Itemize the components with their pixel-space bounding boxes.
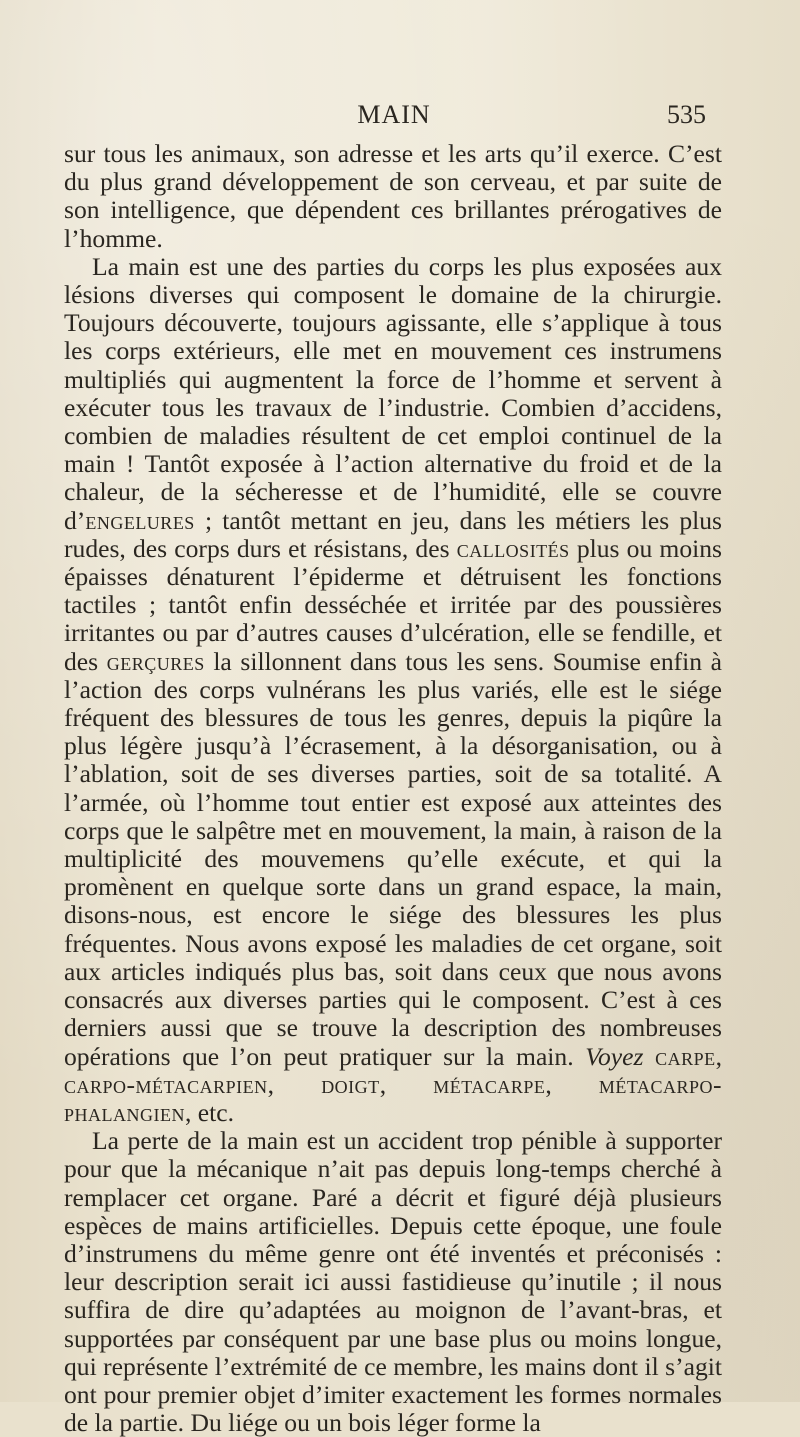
ref-doigt: doigt: [321, 1069, 380, 1099]
text-run: La main est une des parties du corps les plus exposées aux lésions diverses qui composent le domaine de la chirurgie. Toujours découverte, toujours agissante, elle s’applique à tous les corps extérieurs, elle met en mouvement ces instrumens multipliés qui augmentent la force de l’homme et servent à exécuter tous les travaux de l’industrie. Combien d’accidens, combien de maladies résultent de cet emploi continuel de la main ! Tantôt exposée à l’action alternative du froid et de la chaleur, de la sécheresse et de l’humidité, elle se couvre d’: [64, 251, 722, 535]
page-number: 535: [667, 100, 706, 129]
voyez-italic: Voyez: [585, 1041, 644, 1071]
text-run: ,: [379, 1069, 434, 1099]
page-header: [64, 100, 724, 140]
text-run: ,: [267, 1069, 322, 1099]
text-run: la sillonnent dans tous les sens. Soumise enfin à l’action des corps vulnérans les plus variés, elle est le siége fréquent des blessures de tous les genres, depuis la piqûre la plus légère jusqu’à l’écrasement, à la désorganisation, ou à l’ablation, soit de ses diverses parties, soit de sa totalité. A l’armée, où l’homme tout entier est exposé aux atteintes des corps que le salpêtre met en mouvement, la main, à raison de la multiplicité des mouvemens qu’elle exécute, et qui la promènent en quelque sorte dans un grand espace, la main, disons-nous, est encore le siége des blessures les plus fréquentes. Nous avons exposé les maladies de cet organe, soit aux articles indiqués plus bas, soit dans ceux que nous avons consacrés aux diverses parties qui le composent. C’est à ces derniers aussi que se trouve la description des nombreuses opérations que l’on peut pratiquer sur la main.: [64, 646, 722, 1071]
ref-carpe: carpe: [655, 1041, 716, 1071]
paragraph-2: [64, 253, 722, 1127]
term-gercures: gerçures: [106, 646, 205, 676]
body-text: [64, 140, 722, 1437]
term-engelures: engelures: [85, 505, 195, 535]
text-run: ,: [715, 1041, 723, 1071]
ref-metacarpo-phalangien: métacarpo-phalangien: [64, 1069, 723, 1127]
text-run: , etc.: [185, 1097, 235, 1127]
text-run: plus ou moins épaisses dénaturent l’épiderme et détruisent les fonctions tactiles ; tantôt enfin desséchée et irritée par des poussières irritantes ou par d’autres causes d’ulcération, elle se fendille, et des: [64, 533, 722, 676]
ref-carpo-metacarpien: carpo-métacarpien: [64, 1069, 268, 1099]
paragraph-3-text: La perte de la main est un accident trop pénible à supporter pour que la mécanique n’ait pas depuis long-temps cherché à remplacer cet organe. Paré a décrit et figuré déjà plusieurs espèces de mains artificielles. Depuis cette époque, une foule d’instrumens du même genre ont été inventés et préconisés : leur description serait ici aussi fastidieuse qu’inutile ; il nous suffira de dire qu’adaptées au moignon de l’avant-bras, et supportées par conséquent par une base plus ou moins longue, qui représente l’extrémité de ce membre, les mains dont il s’agit ont pour premier objet d’imiter exactement les formes normales de la partie. Du liége ou un bois léger forme la: [64, 1126, 722, 1437]
text-run: ,: [545, 1069, 599, 1099]
paragraph-1-text: sur tous les animaux, son adresse et les arts qu’il exerce. C’est du plus grand développement de son cerveau, et par suite de son intelligence, que dépendent ces brillantes prérogatives de l’homme.: [64, 139, 722, 253]
term-callosites: callosités: [456, 533, 570, 563]
paragraph-1: [64, 140, 722, 253]
running-head: MAIN: [357, 100, 431, 129]
ref-metacarpe: métacarpe: [433, 1069, 546, 1099]
text-run: [643, 1042, 655, 1071]
paragraph-3: [64, 1127, 722, 1437]
text-run: ; tantôt mettant en jeu, dans les métiers les plus rudes, des corps durs et résistans, des: [64, 505, 722, 563]
